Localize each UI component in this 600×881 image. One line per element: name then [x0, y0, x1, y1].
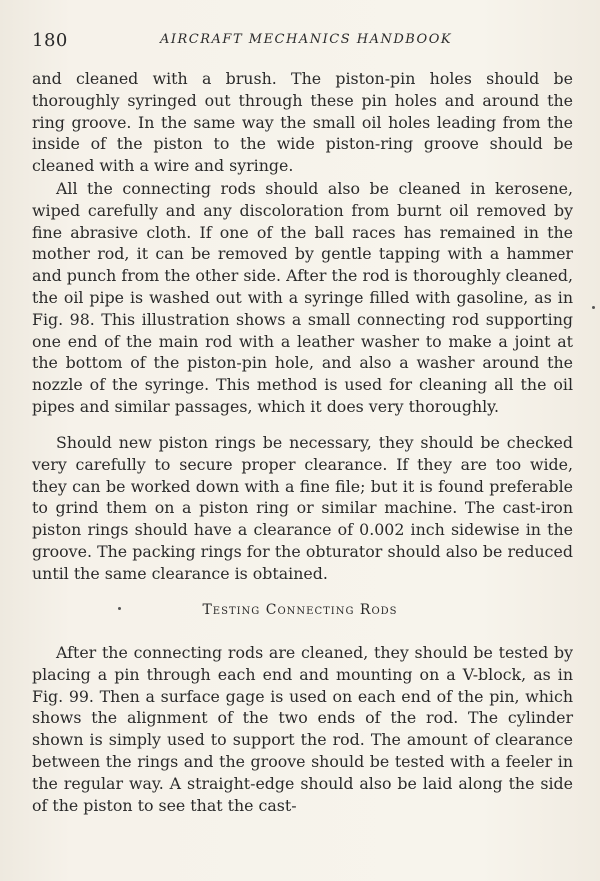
section-heading: Testing Connecting Rods	[202, 602, 398, 618]
ink-speck	[592, 306, 595, 309]
paragraph-3: Should new piston rings be necessary, they should be checked very carefully to secure proper clearance. If they are too wide, they can be worked down with a fine file; but it is found preferable to grind them on a piston ring or similar machine. The cast-iron piston rings should have a clearance of 0.002 inch sidewise in the groove. The packing rings for the obturator should also be reduced until the same clearance is obtained.	[32, 433, 573, 583]
running-title: AIRCRAFT MECHANICS HANDBOOK	[160, 32, 453, 47]
page-header	[32, 30, 572, 54]
paragraph-2: All the connecting rods should also be cleaned in kerosene, wiped carefully and any discoloration from burnt oil removed by fine abrasive cloth. If one of the ball races has remained in the mother rod, it can be removed by gentle tapping with a hammer and punch from the other side. After the rod is thoroughly cleaned, the oil pipe is washed out with a syringe filled with gasoline, as in Fig. 98. This illustration shows a small connecting rod supporting one end of the main rod with a leather washer to make a joint at the bottom of the piston-pin hole, and also a washer around the nozzle of the syringe. This method is used for cleaning all the oil pipes and similar passages, which it does very thoroughly.	[32, 179, 573, 416]
ink-speck	[118, 607, 121, 610]
page-number: 180	[32, 30, 68, 51]
paragraph-4: After the connecting rods are cleaned, they should be tested by placing a pin through each end and mounting on a V-block, as in Fig. 99. Then a surface gage is used on each end of the pin, which shows the alignment of the two ends of the rod. The cylinder shown is simply used to support the rod. The amount of clearance between the rings and the groove should be tested with a feeler in the regular way. A straight-edge should also be laid along the side of the piston to see that the cast-	[32, 643, 573, 815]
paragraph-1: and cleaned with a brush. The piston-pin holes should be thoroughly syringed out through these pin holes and around the ring groove. In the same way the small oil holes leading from the inside of the piston to the wide piston-ring groove should be cleaned with a wire and syringe.	[32, 69, 573, 176]
